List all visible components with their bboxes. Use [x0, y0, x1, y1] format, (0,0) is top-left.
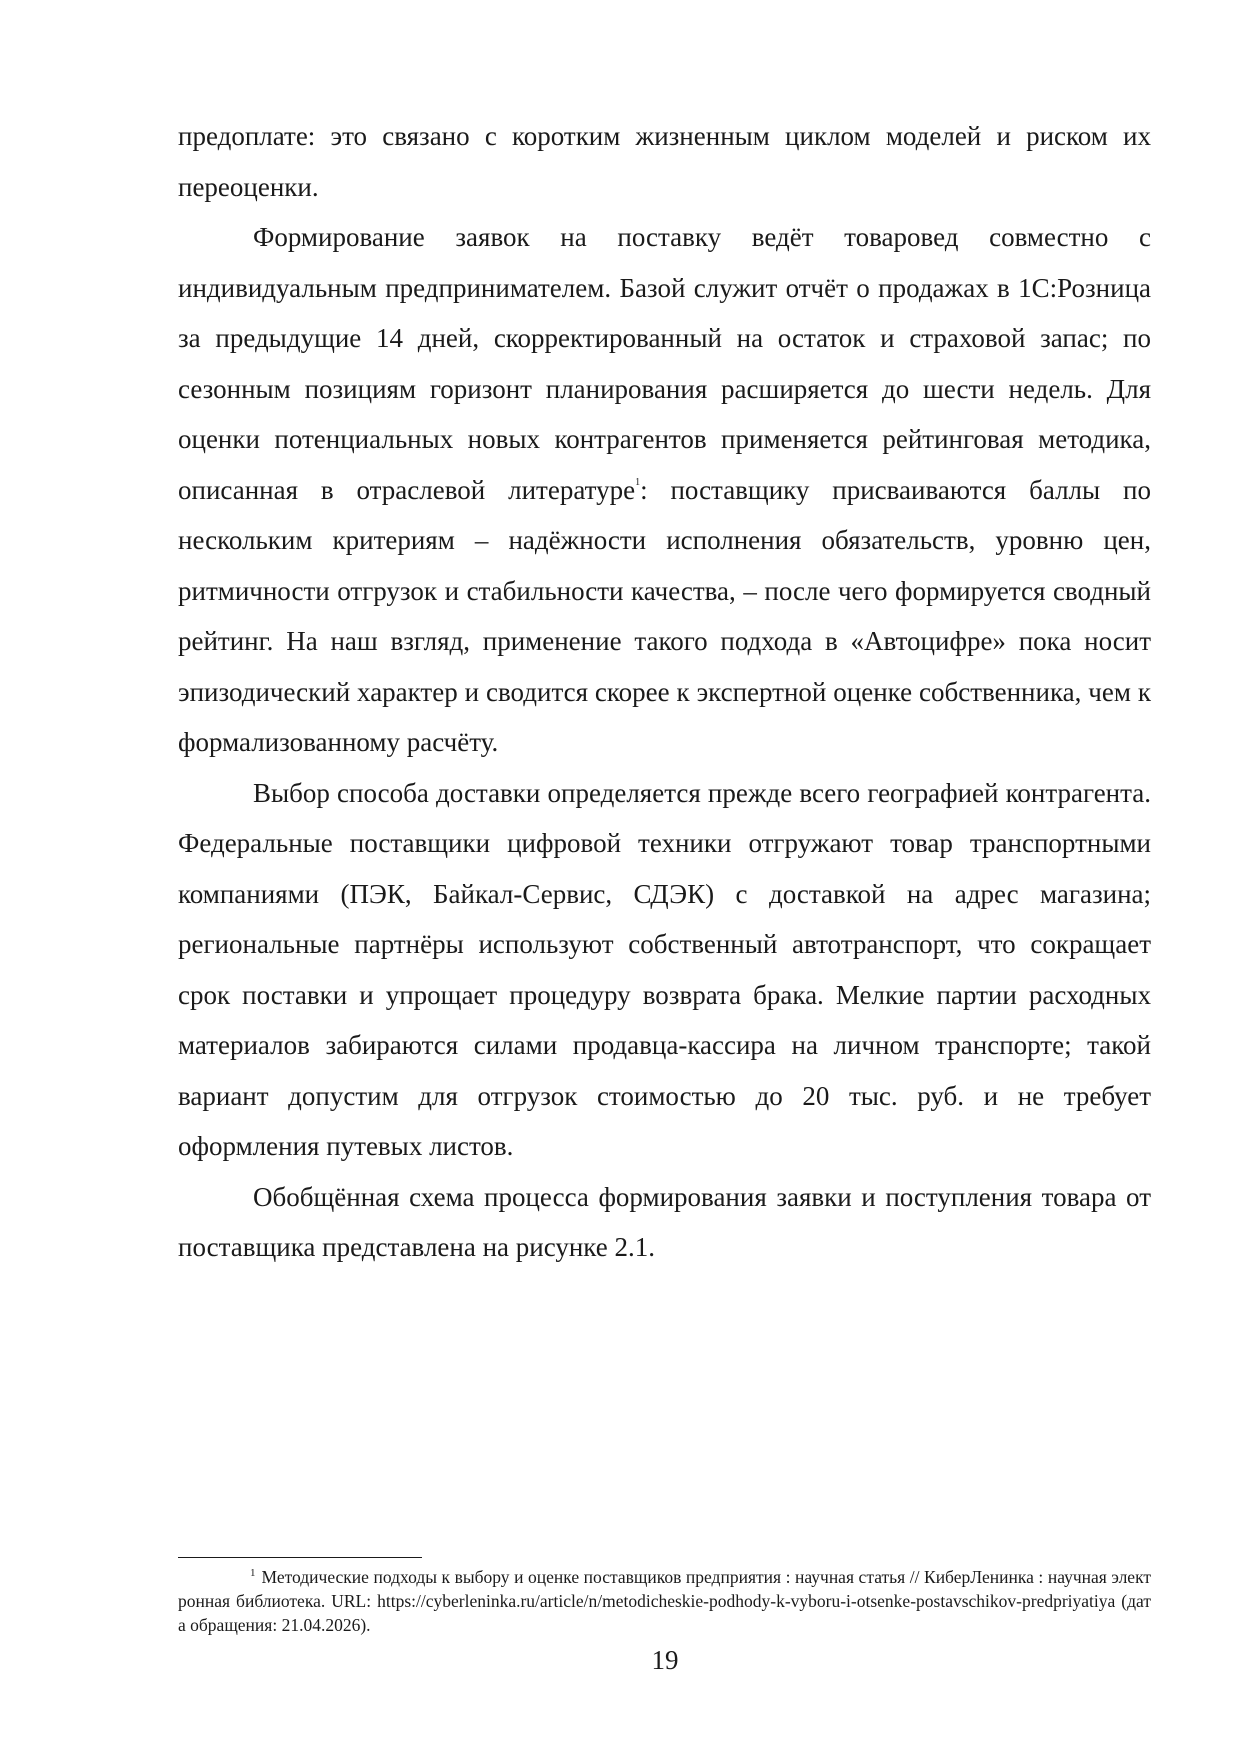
footnote-entry	[178, 1565, 1151, 1637]
paragraph-figure-reference: Обобщённая схема процесса формирования заявки и поступления товара от поставщика представлена на рисунке 2.1.	[178, 1181, 1151, 1262]
page-number: 19	[651, 1645, 679, 1675]
paragraph-continuation: предоплате: это связано с коротким жизненным циклом моделей и риском их переоценки.	[178, 121, 1151, 202]
footnote-number: 1	[250, 1567, 256, 1579]
paragraph-text-continued: : поставщику присваиваются баллы по нескольким критериям – надёжности исполнения обязательств, уровню цен, ритмичности отгрузок и стабильности качества, – после чего формируется сводный рейтинг. На наш взгляд, применение такого подхода в «Автоцифре» пока носит эпизодический характер и сводится скорее к экспертной оценке собственника, чем к формализованному расчёту.	[178, 474, 1151, 757]
paragraph-delivery-method: Выбор способа доставки определяется прежде всего географией контрагента. Федеральные поставщики цифровой техники отгружают товар транспортными компаниями (ПЭК, Байкал-Сервис, СДЭК) с доставкой на адрес магазина; региональные партнёры используют собственный автотранспорт, что сокращает срок поставки и упрощает процедуру возврата брака. Мелкие партии расходных материалов забираются силами продавца-кассира на личном транспорте; такой вариант допустим для отгрузок стоимостью до 20 тыс. руб. и не требует оформления путевых листов.	[178, 777, 1151, 1161]
body-text	[178, 111, 1151, 1273]
paragraph-order-formation	[178, 212, 1151, 768]
footnote	[178, 1565, 1151, 1637]
paragraph-text: Формирование заявок на поставку ведёт товаровед совместно с индивидуальным предпринимателем. Базой служит отчёт о продажах в 1С:Розница за предыдущие 14 дней, скорректированный на остаток и страховой запас; по сезонным позициям горизонт планирования расширяется до шести недель. Для оценки потенциальных новых контрагентов применяется рейтинговая методика, описанная в отраслевой литературе	[178, 222, 1151, 505]
footnote-text: Методические подходы к выбору и оценке поставщиков предприятия : научная статья // КиберЛенинка : научная электронная библиотека. URL: https://cyberleninka.ru/article/n/metodicheskie-podhody-k-vyboru-i-otsenke-postavschikov-predpriyatiya (дата обращения: 21.04.2026).	[178, 1567, 1151, 1635]
footnote-separator	[178, 1557, 422, 1558]
footnote-reference[interactable]: 1	[635, 476, 641, 488]
